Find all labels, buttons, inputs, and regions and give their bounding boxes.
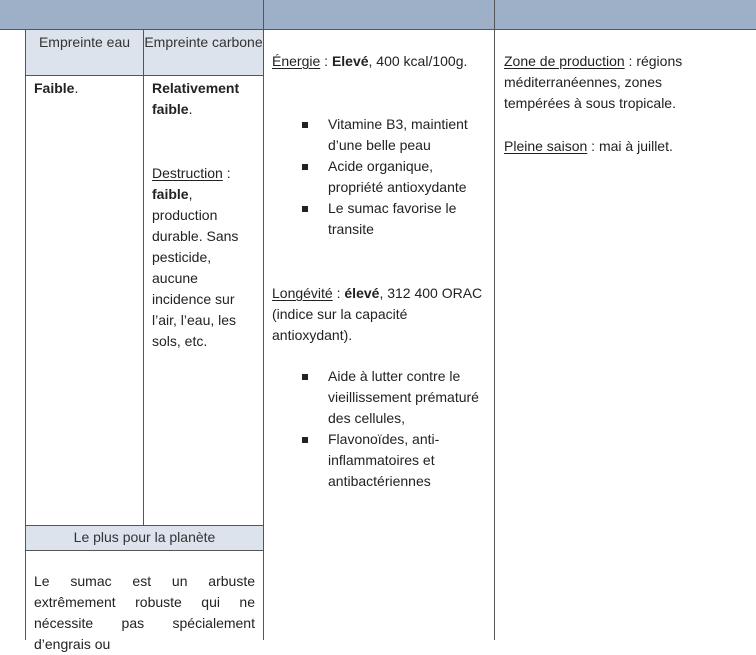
water-footprint-value <box>34 78 140 99</box>
rule <box>494 0 495 640</box>
destruction-value: faible <box>152 186 189 202</box>
list-item: Aide à lutter contre le vieillissement prématuré des cellules, <box>272 366 490 429</box>
rule <box>25 550 263 551</box>
zone-label: Zone de production <box>504 53 625 69</box>
rule <box>25 525 263 526</box>
header-cell-1 <box>0 0 263 29</box>
zone-sep: : <box>624 53 637 69</box>
planet-text <box>34 571 255 655</box>
longevity-text: , 312 400 ORAC (indice sur la capacité antioxydant). <box>272 285 483 343</box>
planet-header: Le plus pour la planète <box>26 526 263 550</box>
zone-text: régions méditerranéennes, zones tempérées à sous tropicale. <box>504 53 683 111</box>
energy-text: , 400 kcal/100g. <box>368 53 468 69</box>
longevity-block <box>272 283 488 346</box>
season-label: Pleine saison <box>504 138 588 154</box>
water-value: Faible <box>34 80 75 96</box>
water-footprint-header: Empreinte eau <box>26 30 143 75</box>
water-value-suffix: . <box>74 80 79 96</box>
benefits-list-1 <box>272 114 490 240</box>
carbon-footprint-value <box>152 78 258 120</box>
season-sep: : <box>587 138 599 154</box>
destruction-sep: : <box>222 165 231 181</box>
planet-line: Le sumac est un arbuste <box>34 573 255 589</box>
planet-line: nécessite pas spécialement <box>34 615 255 631</box>
rule <box>25 75 263 76</box>
destruction-block <box>152 163 258 352</box>
list-item: Acide organique, propriété antioxydante <box>272 156 490 198</box>
carbon-value-suffix: . <box>188 101 193 117</box>
destruction-label: Destruction <box>152 165 223 181</box>
energy-value: Elevé <box>331 53 369 69</box>
longevity-label: Longévité <box>272 285 333 301</box>
rule <box>143 29 144 526</box>
header-cell-2 <box>264 0 494 29</box>
benefits-list-2 <box>272 366 490 492</box>
rule <box>25 29 26 640</box>
production-column <box>504 51 730 157</box>
list-item: Vitamine B3, maintient d’une belle peau <box>272 114 490 156</box>
season-block <box>504 136 730 157</box>
rule <box>263 0 264 640</box>
energy-sep: : <box>320 53 332 69</box>
destruction-text: , production durable. Sans pesticide, aucune incidence sur l’air, l’eau, les sols, etc. <box>152 186 239 349</box>
carbon-value: Relativement faible <box>152 80 240 117</box>
header-cell-3 <box>495 0 756 29</box>
list-item: Le sumac favorise le transite <box>272 198 490 240</box>
energy-line <box>272 51 494 72</box>
longevity-sep: : <box>332 285 345 301</box>
season-text: mai à juillet. <box>598 138 673 154</box>
rule <box>0 29 756 30</box>
zone-block <box>504 51 730 114</box>
carbon-footprint-cell <box>152 78 258 352</box>
energy-label: Énergie <box>272 53 321 69</box>
planet-line: d’engrais ou <box>34 636 111 652</box>
longevity-value: élevé <box>344 285 380 301</box>
carbon-footprint-header: Empreinte carbone <box>144 30 263 75</box>
nutrition-column <box>272 51 494 492</box>
planet-line: extrêmement robuste qui ne <box>34 594 255 610</box>
list-item: Flavonoïdes, anti-inflammatoires et antibactériennes <box>272 429 490 492</box>
